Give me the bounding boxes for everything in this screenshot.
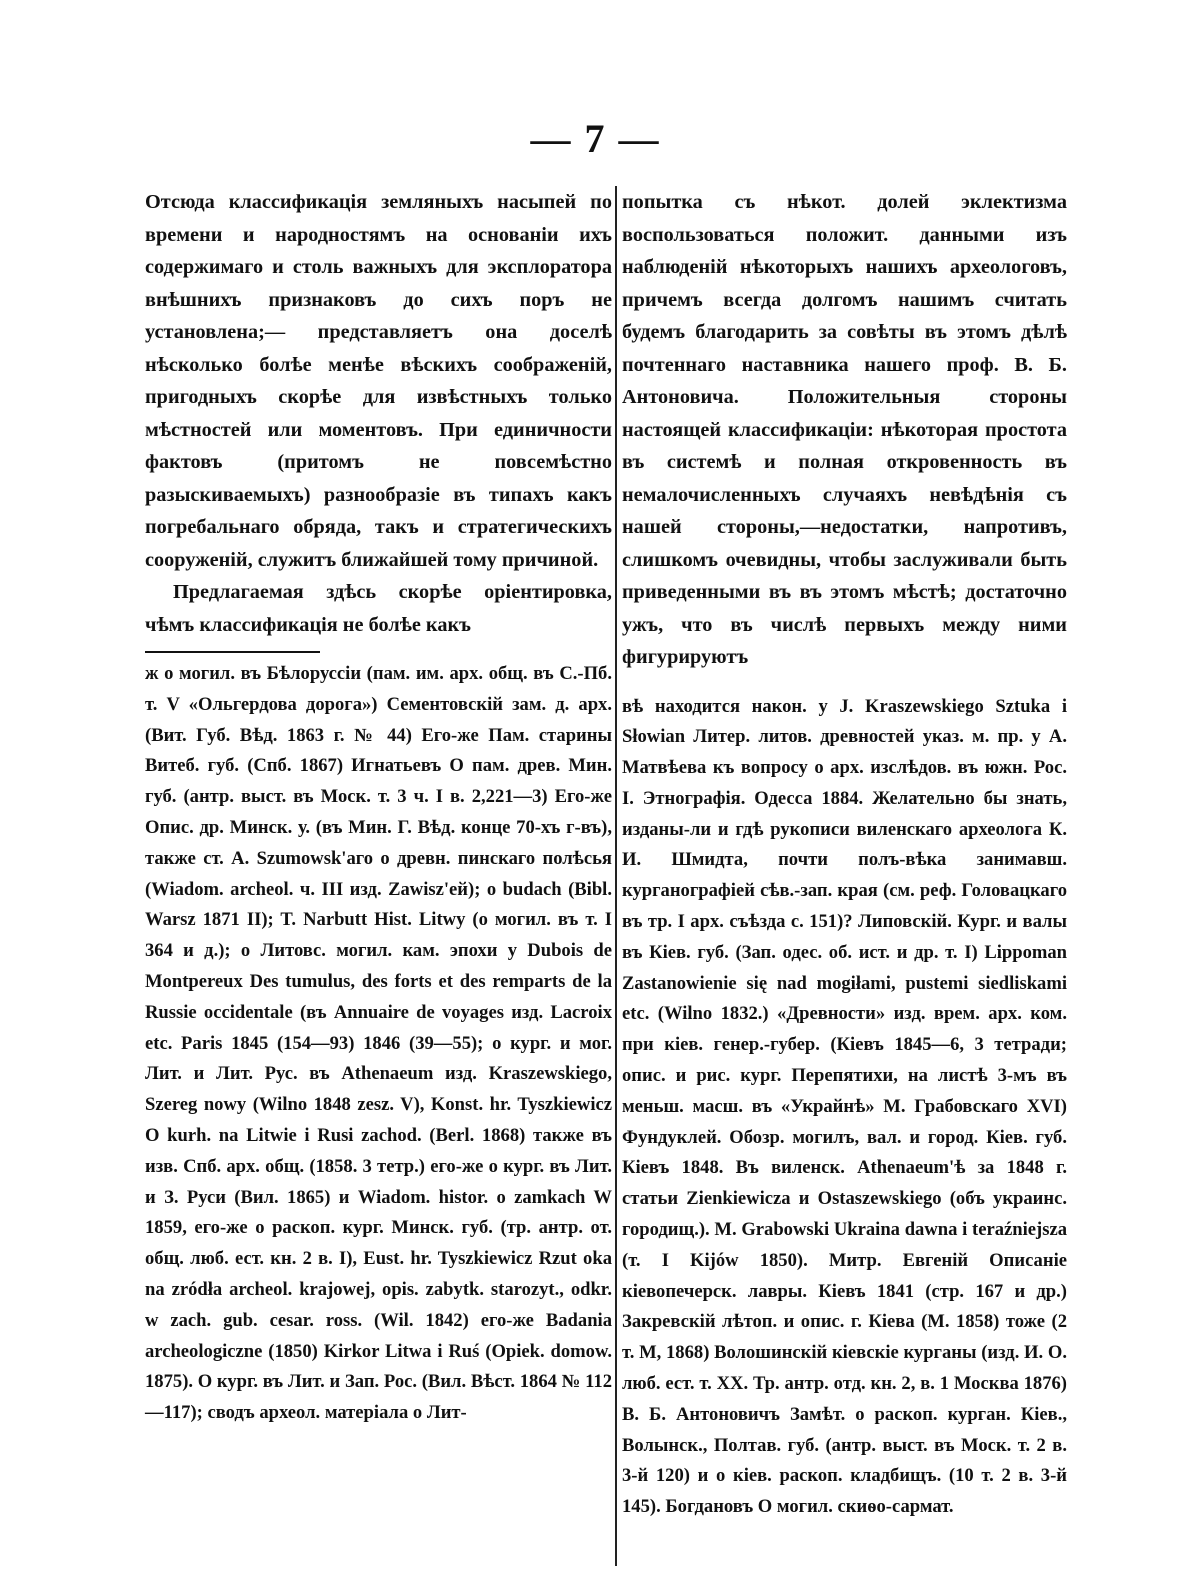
left-footnote: ж о могил. въ Бѣлоруссіи (пам. им. арх. общ. въ С.-Пб. т. V «Ольгердова дорога») Сементовскій зам. д. арх. (Вит. Губ. Вѣд. 1863 г. № 44) Его-же Пам. старины Витеб. губ. (Спб. 1867) Игнатьевъ О пам. древ. Мин. губ. (антр. выст. въ Моск. т. 3 ч. I в. 2,221—3) Его-же Опис. др. Минск. у. (въ Мин. Г. Вѣд. конце 70-хъ г-въ), также ст. A. Szumowsk'аго о древн. пинскаго полѣсья (Wiadom. archeol. ч. III изд. Zawisz'ей); o budach (Bibl. Warsz 1871 II); T. Narbutt Hist. Litwy (о могил. въ т. I 364 и д.); о Литовс. могил. кам. эпохи у Dubois de Montpereux Des tumulus, des forts et des remparts de la Russie occidentale (въ Annuaire de voyages изд. Lacroix etc. Paris 1845 (154—93) 1846 (39—55); о кург. и мог. Лит. и Лит. Рус. въ Athenaeum изд. Kraszewskiego, Szereg nowy (Wilno 1848 zesz. V), Konst. hr. Tyszkiewicz O kurh. na Litwie i Rusi zachod. (Berl. 1868) также въ изв. Спб. арх. общ. (1858. 3 тетр.) его-же о кург. въ Лит. и З. Руси (Вил. 1865) и Wiadom. histor. o zamkach W 1859, его-же о раскоп. кург. Минск. губ. (тр. антр. от. общ. люб. ест. кн. 2 в. I), Eust. hr. Tyszkiewicz Rzut oka na zródła archeol. krajowej, opis. zabytk. starozyt., odkr. w zach. gub. cesar. ross. (Wil. 1842) его-же Badania archeologiczne (1850) Kirkor Litwa i Ruś (Opiek. domow. 1875). О кург. въ Лит. и Зап. Рос. (Вил. Вѣст. 1864 № 112—117); сводъ археол. матеріала о Лит- bbox=[145, 663, 612, 1424]
left-paragraph-1: Отсюда классификація земляныхъ насыпей по времени и народностямъ на основаніи ихъ содержимаго и столь важныхъ для эксплоратора внѣшнихъ признаковъ до сихъ поръ не установлена;— представляетъ она доселѣ нѣсколько болѣе менѣе вѣскихъ соображеній, пригодныхъ скорѣе для извѣстныхъ только мѣстностей или моментовъ. При единичности фактовъ (притомъ не повсемѣстно разыскиваемыхъ) разнообразіе въ типахъ какъ погребальнаго обряда, такъ и стратегическихъ сооруженій, служитъ ближайшей тому причиной. bbox=[145, 191, 612, 571]
right-paragraph: попытка съ нѣкот. долей эклектизма воспользоваться положит. данными изъ наблюденій нѣкоторыхъ нашихъ археологовъ, причемъ всегда долгомъ нашимъ считать будемъ благодарить за совѣты въ этомъ дѣлѣ почтеннаго наставника нашего проф. В. Б. Антоновича. Положительныя стороны настоящей классификаціи: нѣкоторая простота въ системѣ и полная откровенность въ немалочисленныхъ случаяхъ невѣдѣнія съ нашей стороны,—недостатки, напротивъ, слишкомъ очевидны, чтобы заслуживали быть приведенными въ въ этомъ мѣстѣ; достаточно ужъ, что въ числѣ первыхъ между ними фигурируютъ bbox=[622, 191, 1067, 668]
left-main-text bbox=[145, 186, 612, 641]
page-number: — 7 — bbox=[530, 116, 661, 161]
right-main-text bbox=[622, 186, 1067, 674]
column-divider bbox=[615, 186, 617, 1566]
right-column bbox=[622, 186, 1067, 1523]
footnote-rule bbox=[145, 651, 320, 653]
left-paragraph-2: Предлагаемая здѣсь скорѣе оріентировка, чѣмъ классификація не болѣе какъ bbox=[145, 581, 612, 636]
left-column bbox=[145, 186, 612, 1429]
right-footnote: вѣ находится након. у J. Kraszewskiego Sztuka i Słowian Литер. литов. древностей указ. м. пр. у А. Матвѣева къ вопросу о арх. изслѣдов. въ южн. Рос. I. Этнографія. Одесса 1884. Желательно бы знать, изданы-ли и гдѣ рукописи виленскаго археолога К. И. Шмидта, почти полъ-вѣка занимавш. курганографіей сѣв.-зап. края (см. реф. Головацкаго въ тр. I арх. съѣзда с. 151)? Липовскій. Кург. и валы въ Кіев. губ. (Зап. одес. об. ист. и др. т. I) Lippoman Zastanowienie się nad mogiłami, pustemi siedliskami etc. (Wilno 1832.) «Древности» изд. врем. арх. ком. при кіев. генер.-губер. (Кіевъ 1845—6, 3 тетради; опис. и рис. кург. Перепятихи, на листѣ 3-мъ въ меньш. масш. въ «Украйнѣ» М. Грабовскаго XVI) Фундуклей. Обозр. могилъ, вал. и город. Кіев. губ. Кіевъ 1848. Въ виленск. Athenaeum'ѣ за 1848 г. статьи Zienkiewicza и Ostaszewskiego (объ украинс. городищ.). M. Grabowski Ukraina dawna i teraźniejsza (т. I Kijów 1850). Митр. Евгеній Описаніе кіевопечерск. лавры. Кіевъ 1841 (стр. 167 и др.) Закревскій лѣтоп. и опис. г. Кіева (М. 1858) тоже (2 т. М, 1868) Волошинскій кіевскіе курганы (изд. И. О. люб. ест. т. XX. Тр. антр. отд. кн. 2, в. 1 Москва 1876) В. Б. Антоновичъ Замѣт. о раскоп. курган. Кіев., Волынск., Полтав. губ. (антр. выст. въ Моск. т. 2 в. 3-й 120) и о кіев. раскоп. кладбищъ. (10 т. 2 в. 3-й 145). Богдановъ О могил. скиѳо-сармат. bbox=[622, 695, 1067, 1518]
